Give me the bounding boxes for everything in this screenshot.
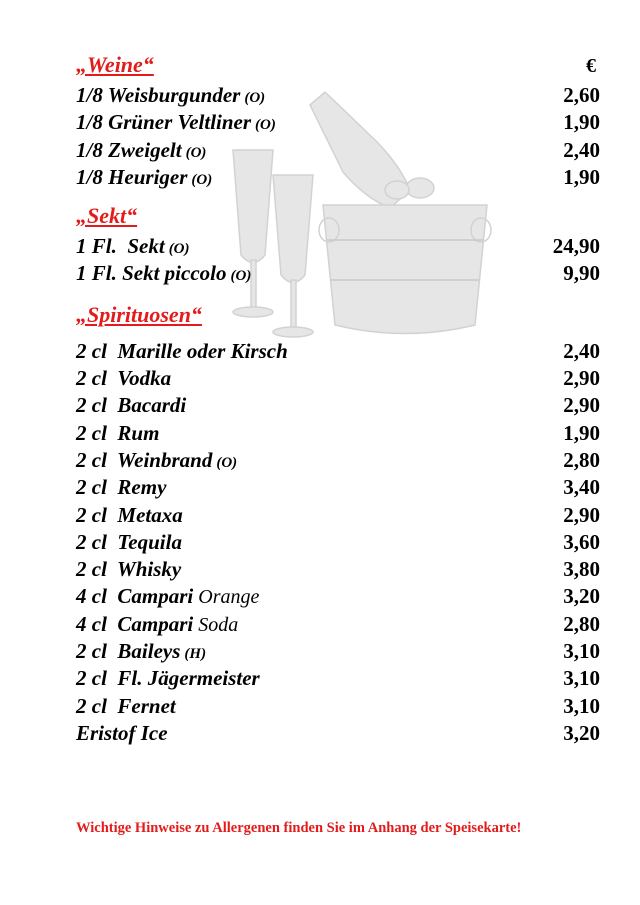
menu-item [76, 665, 600, 692]
item-name: 2 cl Weinbrand (O) [76, 447, 238, 472]
allergen-tag: (O) [185, 144, 207, 161]
menu-item [76, 693, 600, 720]
item-name: 1/8 Heuriger (O) [76, 164, 213, 189]
item-price: 2,90 [563, 393, 600, 418]
item-name: 4 cl Campari Soda [76, 611, 239, 636]
item-price: 2,80 [563, 611, 600, 636]
menu-item [76, 109, 600, 136]
item-price: 2,60 [563, 83, 600, 107]
item-price: 24,90 [552, 234, 600, 259]
menu-item [76, 338, 600, 365]
item-price: 3,10 [563, 693, 600, 718]
item-price: 9,90 [563, 261, 600, 286]
item-name: 2 cl Fernet [76, 693, 176, 718]
item-name: 2 cl Vodka [76, 366, 172, 391]
item-price: 1,90 [563, 110, 600, 135]
item-price: 3,20 [563, 720, 600, 745]
menu-item [76, 447, 600, 474]
allergen-tag: (O) [216, 454, 238, 471]
section-header [76, 52, 600, 82]
allergen-tag: (O) [255, 117, 276, 134]
item-name: 1 Fl. Sekt (O) [76, 234, 190, 259]
item-price: 3,10 [563, 666, 600, 691]
section-weine [76, 52, 600, 191]
menu-item [76, 638, 600, 665]
menu-item [76, 233, 600, 260]
item-name: 4 cl Campari Orange [76, 584, 260, 609]
allergen-tag: (O) [230, 268, 252, 285]
item-price: 1,90 [563, 420, 600, 445]
item-name: 2 cl Whisky [76, 557, 182, 582]
menu-item [76, 611, 600, 638]
menu-item [76, 365, 600, 392]
menu-item [76, 556, 600, 583]
item-price: 2,90 [563, 366, 600, 391]
allergen-notice: Wichtige Hinweise zu Allergenen finden Sie im Anhang der Speisekarte! [76, 820, 522, 836]
item-price: 3,20 [563, 584, 600, 609]
item-price: 2,40 [563, 338, 600, 363]
item-name: 2 cl Metaxa [76, 502, 183, 527]
section-title-spirituosen: „Spirituosen“ [76, 301, 202, 327]
menu-item [76, 392, 600, 419]
item-name: 2 cl Marille oder Kirsch [76, 338, 288, 363]
item-price: 3,10 [563, 639, 600, 664]
menu-item [76, 474, 600, 501]
item-name: 2 cl Fl. Jägermeister [76, 666, 260, 691]
currency-label: € [586, 55, 596, 77]
section-title-weine: „Weine“ [76, 52, 154, 77]
section-spirituosen [76, 302, 600, 747]
item-price: 1,90 [563, 164, 600, 189]
menu-item [76, 720, 600, 747]
item-name: 1 Fl. Sekt piccolo (O) [76, 261, 252, 286]
allergen-tag: (H) [184, 646, 207, 663]
item-name: 2 cl Remy [76, 475, 167, 500]
menu-item [76, 137, 600, 164]
item-name: 1/8 Zweigelt (O) [76, 137, 207, 162]
item-name: 1/8 Grüner Veltliner (O) [76, 110, 276, 135]
item-name: 1/8 Weisburgunder (O) [76, 83, 266, 107]
menu-item [76, 164, 600, 191]
allergen-tag: (O) [244, 90, 266, 106]
menu-item [76, 260, 600, 287]
menu-item [76, 529, 600, 556]
drinks-menu [76, 52, 600, 747]
item-name: 2 cl Bacardi [76, 393, 187, 418]
item-price: 3,60 [563, 529, 600, 554]
menu-item [76, 502, 600, 529]
item-name: 2 cl Tequila [76, 529, 182, 554]
menu-item [76, 82, 600, 109]
section-title-sekt: „Sekt“ [76, 203, 138, 229]
mixer-label: Orange [198, 586, 260, 609]
menu-item [76, 583, 600, 610]
item-price: 3,80 [563, 557, 600, 582]
item-price: 3,40 [563, 475, 600, 500]
section-header [76, 203, 600, 233]
item-price: 2,80 [563, 447, 600, 472]
allergen-tag: (O) [191, 171, 213, 188]
menu-item [76, 420, 600, 447]
allergen-tag: (O) [168, 241, 190, 258]
section-sekt [76, 203, 600, 288]
item-name: 2 cl Rum [76, 420, 160, 445]
item-name: Eristof Ice [76, 720, 168, 745]
item-name: 2 cl Baileys (H) [76, 639, 207, 664]
section-header [76, 302, 600, 338]
item-price: 2,90 [563, 502, 600, 527]
mixer-label: Soda [198, 613, 239, 636]
item-price: 2,40 [563, 137, 600, 162]
